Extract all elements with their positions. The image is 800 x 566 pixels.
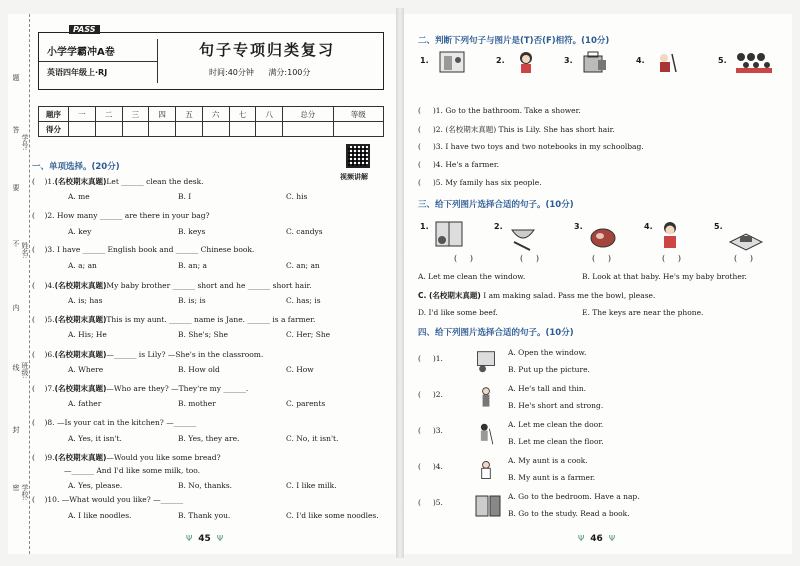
choice-item-1: ( )1. [418, 354, 443, 363]
binding-label: 封 [12, 426, 20, 433]
exam-meta [209, 67, 322, 78]
binding-label: 内 [12, 304, 20, 311]
score-cell[interactable] [69, 122, 96, 137]
score-cell[interactable] [333, 122, 383, 137]
option-a[interactable]: A. His; He [68, 330, 107, 339]
picture-number: 5. [714, 222, 723, 231]
option-b[interactable]: B. She's; She [178, 330, 228, 339]
option-a[interactable]: A. Yes, it isn't. [68, 433, 122, 443]
option-a[interactable]: A. Where [68, 364, 104, 374]
choice-item-5: ( )5. [418, 498, 443, 507]
option-a[interactable]: A. Go to the bedroom. Have a nap. [508, 492, 640, 501]
option-c[interactable]: C. I like milk. [286, 481, 337, 490]
salad-bowl-icon [508, 220, 538, 252]
option-b[interactable]: B. How old [178, 364, 220, 374]
option-c[interactable]: C. Her; She [286, 330, 331, 339]
table-header: 等级 [333, 107, 383, 122]
section-2-title: 二、判断下列句子与图片是(T)否(F)相符。(10分) [418, 36, 610, 46]
option-d: D. I'd like some beef. [418, 308, 498, 317]
option-b[interactable]: B. an; a [178, 261, 207, 270]
table-header: 题序 [39, 107, 69, 122]
option-c: C. (名校期末真题) I am making salad. Pass me the bowl, please. [418, 291, 656, 300]
score-cell[interactable] [283, 122, 333, 137]
picture-number: 3. [564, 56, 573, 65]
section-4-title: 四、给下列图片选择合适的句子。(10分) [418, 328, 574, 338]
option-a[interactable]: A. me [68, 192, 90, 201]
option-c[interactable]: C. candys [286, 226, 323, 236]
option-b[interactable]: B. I [178, 192, 192, 201]
option-b[interactable]: B. Go to the study. Read a book. [508, 509, 630, 518]
judge-item-1: ( )1. Go to the bathroom. Take a shower. [418, 106, 581, 115]
judge-item-5: ( )5. My family has six people. [418, 178, 542, 187]
bathroom-shower-icon [438, 50, 466, 74]
binding-label: 线 [12, 364, 20, 371]
answer-bracket[interactable]: ( ) [520, 254, 539, 263]
name-label: 姓名: [21, 242, 29, 259]
option-b[interactable]: B. is; is [178, 295, 206, 305]
school-label: 学校: [21, 484, 29, 501]
judge-item-3: ( )3. I have two toys and two notebooks in my schoolbag. [418, 142, 644, 151]
score-cell[interactable] [176, 122, 203, 137]
table-header: 六 [202, 107, 229, 122]
question-1: ( )1.(名校期末真题)Let ______ clean the desk. [32, 177, 204, 186]
option-b[interactable]: B. My aunt is a farmer. [508, 473, 596, 482]
option-c[interactable]: C. No, it isn't. [286, 433, 339, 443]
girl-long-hair-icon [512, 50, 540, 74]
score-cell[interactable] [122, 122, 149, 137]
option-b[interactable]: B. keys [178, 226, 206, 236]
table-header: 七 [229, 107, 256, 122]
option-e: E. The keys are near the phone. [582, 308, 704, 317]
grade-label: 英语四年级上·RJ [47, 68, 108, 77]
option-a[interactable]: A. My aunt is a cook. [508, 456, 588, 465]
family-icon [734, 50, 774, 74]
binding-label: 要 [12, 184, 20, 191]
table-header: 五 [176, 107, 203, 122]
option-a[interactable]: A. Open the window. [508, 348, 587, 357]
page-number: Ψ 46 Ψ [572, 534, 621, 544]
picture-window-icon [474, 348, 498, 376]
binding-label: 不 [12, 240, 20, 247]
qr-code-icon[interactable] [346, 144, 370, 168]
score-table [38, 106, 384, 137]
score-cell[interactable] [256, 122, 283, 137]
binding-label: 密 [12, 484, 20, 491]
option-a: A. Let me clean the window. [418, 272, 526, 281]
table-header: 八 [256, 107, 283, 122]
option-b: B. Look at that baby. He's my baby brother. [582, 272, 747, 281]
schoolbag-icon [580, 50, 608, 74]
judge-item-4: ( )4. He's a farmer. [418, 160, 499, 169]
answer-bracket[interactable]: ( ) [454, 254, 473, 263]
student-id-label: 学号: [21, 134, 29, 151]
question-4: ( )4.(名校期末真题)My baby brother ______ short and he ______ short hair. [32, 280, 312, 290]
judge-item-2: ( )2. (名校期末真题) This is Lily. She has short hair. [418, 125, 615, 134]
aunt-cook-icon [474, 456, 498, 484]
picture-number: 1. [420, 222, 429, 231]
score-cell[interactable] [95, 122, 122, 137]
option-a[interactable]: A. father [68, 399, 102, 408]
picture-number: 1. [420, 56, 429, 65]
page-number: Ψ 45 Ψ [180, 534, 229, 544]
binding-label: 题 [12, 74, 20, 81]
book-gutter [396, 8, 404, 558]
table-header: 一 [69, 107, 96, 122]
choice-item-4: ( )4. [418, 462, 443, 471]
option-a[interactable]: A. is; has [68, 295, 103, 305]
binding-strip [8, 14, 30, 554]
series-name: 小学学霸冲A卷 [47, 47, 115, 58]
option-b[interactable]: B. Let me clean the floor. [508, 437, 604, 446]
question-10: ( )10. —What would you like? —______ [32, 494, 184, 504]
boy-icon [474, 384, 498, 412]
keys-phone-icon [726, 220, 766, 252]
baby-brother-icon [658, 220, 682, 252]
score-row-label: 得分 [39, 122, 69, 137]
option-c[interactable]: C. an; an [286, 261, 320, 270]
option-b[interactable]: B. mother [178, 399, 216, 408]
option-a[interactable]: A. a; an [68, 261, 97, 270]
option-b[interactable]: B. Put up the picture. [508, 365, 590, 374]
question-3: ( )3. I have ______ English book and ______ Chinese book. [32, 245, 255, 254]
question-8: ( )8. —Is your cat in the kitchen? —______ [32, 417, 197, 427]
question-continuation: —______ And I'd like some milk, too. [64, 466, 201, 475]
bedroom-study-icon [470, 492, 506, 520]
option-c[interactable]: C. How [286, 364, 314, 374]
page-right [404, 14, 792, 554]
table-header: 总分 [283, 107, 333, 122]
time-limit: 时间:40分钟 [209, 68, 254, 77]
table-header: 四 [149, 107, 176, 122]
full-score: 满分:100分 [268, 68, 311, 77]
picture-number: 3. [574, 222, 583, 231]
window-cleaning-icon [434, 220, 464, 252]
choice-item-3: ( )3. [418, 426, 443, 435]
question-5: ( )5.(名校期末真题)This is my aunt. ______ name is Jane. ______ is a farmer. [32, 315, 316, 324]
picture-number: 4. [636, 56, 645, 65]
pass-logo: PASS [69, 25, 100, 34]
table-header: 三 [122, 107, 149, 122]
option-c[interactable]: C. has; is [286, 295, 321, 305]
choice-item-2: ( )2. [418, 390, 443, 399]
question-2: ( )2. How many ______ are there in your bag? [32, 210, 210, 220]
class-label: 班级: [21, 362, 29, 379]
score-cell[interactable] [149, 122, 176, 137]
option-c[interactable]: C. his [286, 192, 308, 201]
picture-number: 2. [496, 56, 505, 65]
option-a[interactable]: A. I like noodles. [68, 510, 132, 520]
binding-label: 答 [12, 126, 20, 133]
option-a[interactable]: A. He's tall and thin. [508, 384, 587, 393]
option-b[interactable]: B. No, thanks. [178, 481, 233, 490]
answer-bracket[interactable]: ( ) [734, 254, 753, 263]
cleaning-boy-icon [474, 420, 498, 448]
option-a[interactable]: A. Yes, please. [68, 481, 123, 490]
option-c[interactable]: C. I'd like some noodles. [286, 510, 379, 520]
option-b[interactable]: B. Yes, they are. [178, 433, 240, 443]
question-7: ( )7.(名校期末真题)—Who are they? —They're my ______. [32, 384, 249, 393]
option-a[interactable]: A. key [68, 226, 92, 236]
page-title: 句子专项归类复习 [199, 41, 336, 59]
section-1-title: 一、单项选择。(20分) [32, 162, 120, 172]
answer-bracket[interactable]: ( ) [592, 254, 611, 263]
question-6: ( )6.(名校期末真题)—______ is Lily? —She's in the classroom. [32, 349, 264, 359]
section-3-title: 三、给下列图片选择合适的句子。(10分) [418, 200, 574, 210]
page-left [8, 14, 396, 554]
picture-number: 2. [494, 222, 503, 231]
qr-label: 视频讲解 [340, 173, 368, 181]
beef-icon [588, 220, 618, 252]
worksheet-header [38, 25, 384, 90]
option-c[interactable]: C. parents [286, 399, 326, 408]
picture-number: 4. [644, 222, 653, 231]
question-9: ( )9.(名校期末真题)—Would you like some bread? [32, 453, 221, 462]
farmer-icon [652, 50, 680, 74]
option-b[interactable]: B. Thank you. [178, 510, 231, 520]
answer-bracket[interactable]: ( ) [662, 254, 681, 263]
score-cell[interactable] [229, 122, 256, 137]
option-a[interactable]: A. Let me clean the door. [508, 420, 604, 429]
option-b[interactable]: B. He's short and strong. [508, 401, 604, 410]
score-cell[interactable] [202, 122, 229, 137]
picture-number: 5. [718, 56, 727, 65]
table-header: 二 [95, 107, 122, 122]
